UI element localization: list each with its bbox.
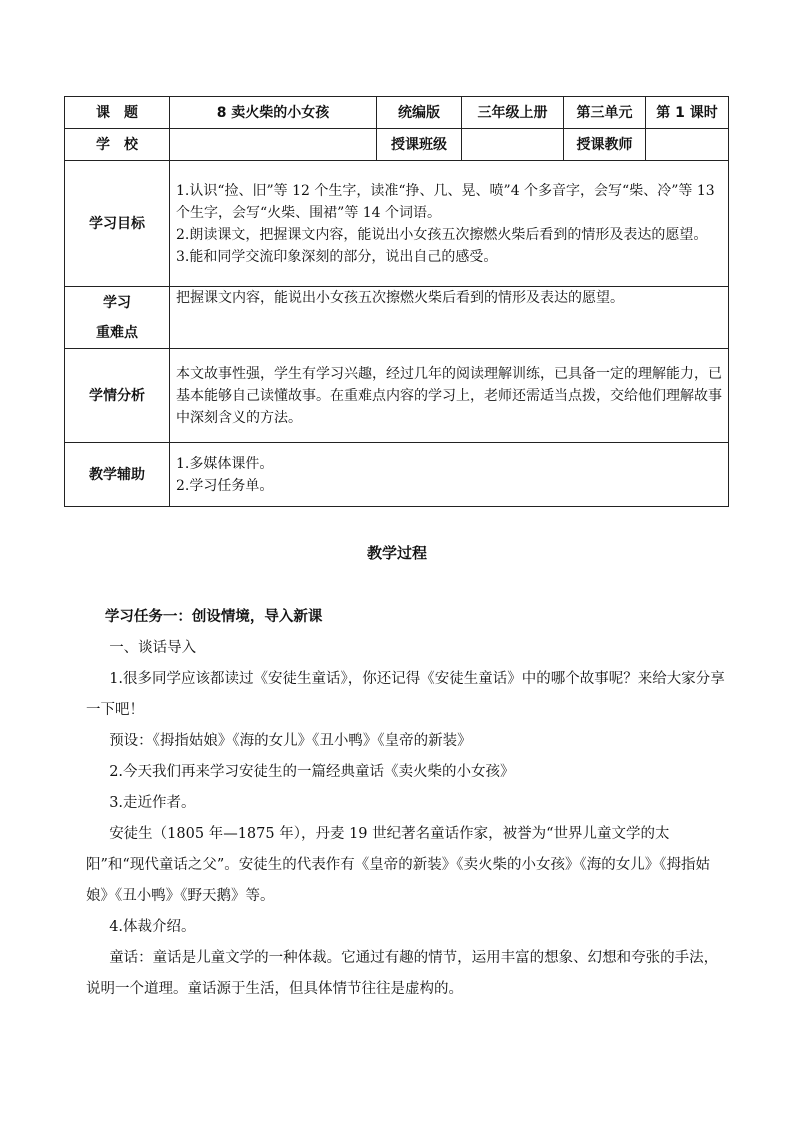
objectives-row xyxy=(65,161,729,287)
key-points-text: 把握课文内容，能说出小女孩五次擦燃火柴后看到的情形及表达的愿望。 xyxy=(176,290,624,306)
analysis-content xyxy=(170,349,729,443)
key-points-label-line2: 重难点 xyxy=(96,324,138,341)
edition-cell: 统编版 xyxy=(377,97,462,129)
objective-item: 2.朗读课文，把握课文内容，能说出小女孩五次擦燃火柴后看到的情形及表达的愿望。 xyxy=(176,226,708,243)
aids-content xyxy=(170,443,729,507)
aid-item: 1.多媒体课件。 xyxy=(176,455,274,472)
objectives-label: 学习目标 xyxy=(65,161,170,287)
analysis-row xyxy=(65,349,729,443)
class-label: 授课班级 xyxy=(377,129,462,161)
objective-item: 3.能和同学交流印象深刻的部分，说出自己的感受。 xyxy=(176,248,498,265)
lesson-label: 课 题 xyxy=(65,97,170,129)
school-row xyxy=(65,129,729,161)
process-body xyxy=(86,602,726,1005)
key-points-content xyxy=(170,287,729,349)
section-heading: 一、谈话导入 xyxy=(109,640,197,656)
school-value-cell[interactable] xyxy=(170,129,377,161)
key-points-label xyxy=(65,287,170,349)
analysis-label: 学情分析 xyxy=(65,349,170,443)
aid-item: 2.学习任务单。 xyxy=(176,477,274,494)
grade-cell: 三年级上册 xyxy=(462,97,564,129)
period-cell: 第 1 课时 xyxy=(646,97,729,129)
paragraph: 2.今天我们再来学习安徒生的一篇经典童话《卖火柴的小女孩》 xyxy=(109,764,515,780)
paragraph: 预设：《拇指姑娘》《海的女儿》《丑小鸭》《皇帝的新装》 xyxy=(109,733,472,749)
task1-heading: 学习任务一：创设情境，导入新课 xyxy=(104,609,323,625)
paragraph: 1.很多同学应该都读过《安徒生童话》，你还记得《安徒生童话》中的哪个故事呢？来给大家分享一下吧！ xyxy=(86,671,725,718)
paragraph: 安徒生（1805 年—1875 年），丹麦 19 世纪著名童话作家，被誉为“世界儿童文学的太阳”和“现代童话之父”。安徒生的代表作有《皇帝的新装》《卖火柴的小女孩》《海的女儿》《拇指姑娘》《丑小鸭》《野天鹅》等。 xyxy=(86,826,710,904)
teacher-label: 授课教师 xyxy=(564,129,646,161)
teacher-value-cell[interactable] xyxy=(646,129,729,161)
key-points-row xyxy=(65,287,729,349)
aids-row xyxy=(65,443,729,507)
analysis-text: 本文故事性强，学生有学习兴趣，经过几年的阅读理解训练，已具备一定的理解能力，已基本能够自己读懂故事。在重难点内容的学习上，老师还需适当点拨，交给他们理解故事中深刻含义的方法。 xyxy=(176,365,722,426)
lesson-title: 8 卖火柴的小女孩 xyxy=(170,97,377,129)
school-label: 学 校 xyxy=(65,129,170,161)
paragraph: 3.走近作者。 xyxy=(109,795,196,811)
header-row xyxy=(65,97,729,129)
aids-label: 教学辅助 xyxy=(65,443,170,507)
unit-cell: 第三单元 xyxy=(564,97,646,129)
objective-item: 1.认识“捡、旧”等 12 个生字，读准“挣、几、晃、喷”4 个多音字，会写“柴、冷”等 13 个生字，会写“火柴、围裙”等 14 个词语。 xyxy=(176,182,715,221)
paragraph: 4.体裁介绍。 xyxy=(109,919,196,935)
process-title: 教学过程 xyxy=(366,544,427,562)
key-points-label-line1: 学习 xyxy=(103,294,131,311)
paragraph: 童话：童话是儿童文学的一种体裁。它通过有趣的情节，运用丰富的想象、幻想和夸张的手法，说明一个道理。童话源于生活，但具体情节往往是虚构的。 xyxy=(86,950,719,997)
lesson-plan-table xyxy=(64,96,729,507)
class-value-cell[interactable] xyxy=(462,129,564,161)
objectives-content xyxy=(170,161,729,287)
